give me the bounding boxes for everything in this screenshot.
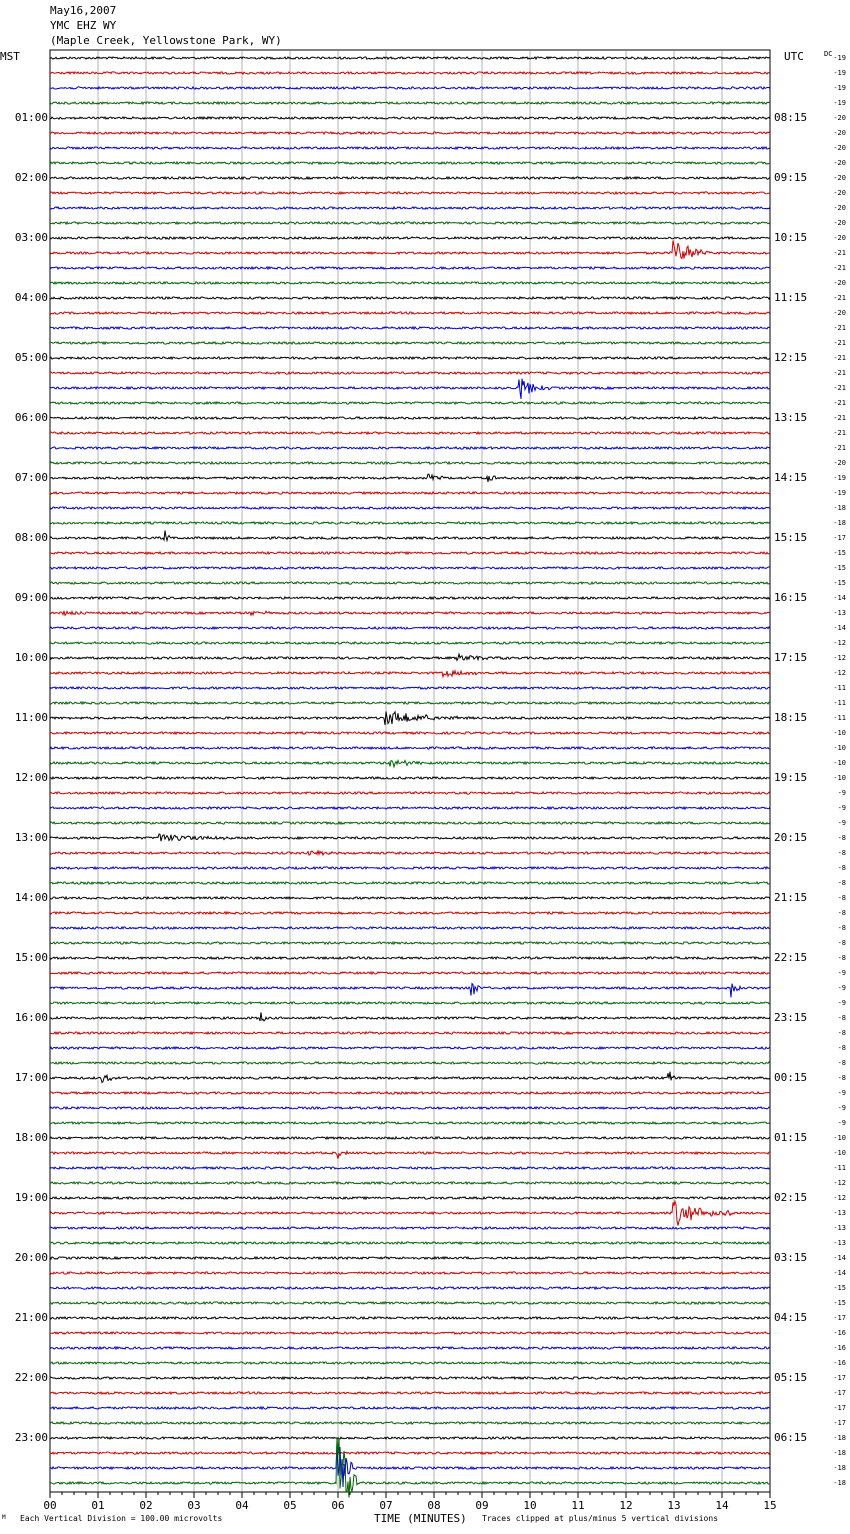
trace-row-81 (50, 1257, 770, 1259)
left-hour-label: 04:00 (14, 291, 48, 304)
dc-offset-label: -17 (833, 1314, 846, 1322)
trace-row-16 (50, 282, 770, 284)
trace-row-26 (50, 432, 770, 434)
left-hour-label: 01:00 (14, 111, 48, 124)
trace-row-40 (50, 642, 770, 644)
dc-offset-label: -13 (833, 609, 846, 617)
trace-row-52 (50, 822, 770, 824)
x-tick-label: 10 (523, 1499, 537, 1512)
dc-offset-label: -8 (837, 894, 846, 902)
plot-date: May16,2007 (50, 4, 117, 17)
left-hour-label: 03:00 (14, 231, 48, 244)
right-hour-label: 03:15 (774, 1251, 808, 1264)
left-hour-label: 16:00 (14, 1011, 48, 1024)
trace-row-56 (50, 882, 770, 884)
trace-row-67 (50, 1047, 770, 1049)
dc-offset-label: -20 (833, 309, 846, 317)
trace-row-51 (50, 807, 770, 809)
dc-offset-label: -12 (833, 654, 846, 662)
dc-offset-label: -18 (833, 504, 846, 512)
dc-offset-label: -12 (833, 669, 846, 677)
right-timezone-label: UTC (784, 50, 804, 63)
right-hour-label: 22:15 (774, 951, 808, 964)
dc-offset-label: -9 (837, 969, 846, 977)
trace-row-2 (50, 72, 770, 74)
trace-row-46 (50, 732, 770, 734)
trace-row-9 (50, 177, 770, 179)
dc-offset-label: -17 (833, 1374, 846, 1382)
x-tick-label: 05 (283, 1499, 297, 1512)
trace-row-11 (50, 207, 770, 209)
dc-offset-label: -9 (837, 1119, 846, 1127)
dc-offset-label: -14 (833, 594, 846, 602)
trace-row-82 (50, 1272, 770, 1274)
dc-offset-label: -8 (837, 879, 846, 887)
left-hour-label: 06:00 (14, 411, 48, 424)
right-hour-label: 14:15 (774, 471, 808, 484)
trace-row-71 (50, 1107, 770, 1109)
left-hour-label: 12:00 (14, 771, 48, 784)
trace-row-6 (50, 132, 770, 134)
dc-offset-label: -20 (833, 204, 846, 212)
x-tick-label: 14 (715, 1499, 729, 1512)
dc-offset-label: -19 (833, 54, 846, 62)
dc-offset-label: -18 (833, 1464, 846, 1472)
right-hour-label: 19:15 (774, 771, 808, 784)
right-hour-label: 21:15 (774, 891, 808, 904)
dc-offset-label: -10 (833, 729, 846, 737)
dc-offset-label: -8 (837, 909, 846, 917)
dc-offset-label: -13 (833, 1224, 846, 1232)
dc-offset-label: -21 (833, 324, 846, 332)
dc-offset-label: -21 (833, 414, 846, 422)
dc-offset-label: -19 (833, 99, 846, 107)
dc-offset-label: -20 (833, 234, 846, 242)
trace-row-32 (50, 522, 770, 524)
right-hour-label: 04:15 (774, 1311, 808, 1324)
x-tick-label: 06 (331, 1499, 345, 1512)
dc-offset-label: -8 (837, 834, 846, 842)
trace-row-85 (50, 1317, 770, 1319)
trace-row-61 (50, 957, 770, 959)
trace-row-70 (50, 1092, 770, 1094)
trace-row-90 (50, 1392, 770, 1394)
trace-row-69 (50, 1072, 770, 1083)
dc-offset-label: -9 (837, 984, 846, 992)
trace-row-38 (50, 611, 770, 615)
plot-frame (50, 50, 770, 1492)
x-tick-label: 03 (187, 1499, 201, 1512)
trace-row-80 (50, 1242, 770, 1244)
dc-offset-label: -18 (833, 1479, 846, 1487)
trace-row-53 (50, 834, 770, 841)
dc-offset-label: -12 (833, 1194, 846, 1202)
dc-offset-label: -9 (837, 804, 846, 812)
right-hour-label: 09:15 (774, 171, 808, 184)
left-hour-label: 15:00 (14, 951, 48, 964)
dc-offset-label: -8 (837, 939, 846, 947)
dc-offset-label: -8 (837, 849, 846, 857)
trace-row-49 (50, 777, 770, 779)
right-hour-label: 12:15 (774, 351, 808, 364)
trace-row-83 (50, 1287, 770, 1289)
trace-row-43 (50, 687, 770, 689)
dc-offset-label: -10 (833, 1149, 846, 1157)
dc-offset-label: -10 (833, 744, 846, 752)
trace-row-64 (50, 1002, 770, 1004)
trace-row-41 (50, 654, 770, 660)
trace-row-66 (50, 1032, 770, 1034)
dc-offset-label: -8 (837, 954, 846, 962)
dc-offset-label: -14 (833, 624, 846, 632)
left-hour-label: 07:00 (14, 471, 48, 484)
dc-offset-label: -17 (833, 534, 846, 542)
left-hour-label: 14:00 (14, 891, 48, 904)
dc-offset-label: -21 (833, 354, 846, 362)
left-hour-label: 08:00 (14, 531, 48, 544)
right-hour-label: 01:15 (774, 1131, 808, 1144)
dc-offset-label: -21 (833, 444, 846, 452)
trace-row-1 (50, 57, 770, 59)
dc-offset-label: -9 (837, 1089, 846, 1097)
x-tick-label: 02 (139, 1499, 153, 1512)
dc-offset-label: -18 (833, 1449, 846, 1457)
trace-row-55 (50, 867, 770, 869)
dc-offset-label: -10 (833, 759, 846, 767)
trace-row-68 (50, 1062, 770, 1064)
dc-offset-label: -10 (833, 1134, 846, 1142)
trace-row-34 (50, 552, 770, 554)
dc-offset-label: -17 (833, 1419, 846, 1427)
trace-row-54 (50, 850, 770, 855)
trace-row-79 (50, 1227, 770, 1229)
trace-row-21 (50, 357, 770, 359)
trace-row-84 (50, 1302, 770, 1304)
left-hour-label: 18:00 (14, 1131, 48, 1144)
dc-offset-label: -21 (833, 294, 846, 302)
trace-row-27 (50, 447, 770, 449)
trace-row-19 (50, 327, 770, 329)
trace-row-14 (50, 241, 770, 259)
dc-offset-label: -19 (833, 69, 846, 77)
left-hour-label: 11:00 (14, 711, 48, 724)
left-timezone-label: MST (0, 50, 20, 63)
dc-offset-label: -8 (837, 1014, 846, 1022)
dc-offset-label: -12 (833, 1179, 846, 1187)
trace-row-5 (50, 117, 770, 119)
dc-offset-label: -19 (833, 84, 846, 92)
x-tick-label: 15 (763, 1499, 777, 1512)
dc-offset-label: -15 (833, 579, 846, 587)
x-tick-label: 09 (475, 1499, 489, 1512)
dc-offset-label: -16 (833, 1344, 846, 1352)
dc-offset-label: -20 (833, 129, 846, 137)
dc-offset-label: -20 (833, 144, 846, 152)
trace-row-47 (50, 747, 770, 749)
right-hour-label: 13:15 (774, 411, 808, 424)
trace-row-86 (50, 1332, 770, 1334)
left-hour-label: 13:00 (14, 831, 48, 844)
trace-row-45 (50, 712, 770, 725)
dc-offset-label: -20 (833, 174, 846, 182)
trace-row-78 (50, 1201, 770, 1225)
trace-row-20 (50, 342, 770, 344)
trace-row-36 (50, 582, 770, 584)
trace-row-62 (50, 972, 770, 974)
dc-offset-label: -20 (833, 114, 846, 122)
dc-offset-label: -20 (833, 279, 846, 287)
trace-row-44 (50, 702, 770, 704)
dc-offset-label: -21 (833, 249, 846, 257)
left-hour-label: 23:00 (14, 1431, 48, 1444)
trace-row-18 (50, 312, 770, 314)
dc-offset-label: -8 (837, 1059, 846, 1067)
dc-offset-label: -21 (833, 399, 846, 407)
trace-row-92 (50, 1422, 770, 1424)
trace-row-24 (50, 402, 770, 404)
trace-row-77 (50, 1197, 770, 1199)
left-hour-label: 20:00 (14, 1251, 48, 1264)
trace-row-33 (50, 530, 770, 540)
left-hour-label: 10:00 (14, 651, 48, 664)
dc-offset-label: -21 (833, 384, 846, 392)
x-tick-label: 07 (379, 1499, 393, 1512)
right-hour-label: 08:15 (774, 111, 808, 124)
trace-row-25 (50, 417, 770, 419)
left-hour-label: 19:00 (14, 1191, 48, 1204)
trace-row-65 (50, 1012, 770, 1021)
trace-row-37 (50, 597, 770, 599)
clip-note: Traces clipped at plus/minus 5 vertical divisions (482, 1514, 719, 1523)
dc-offset-label: -20 (833, 159, 846, 167)
left-hour-label: 17:00 (14, 1071, 48, 1084)
trace-row-94 (50, 1452, 770, 1454)
trace-row-3 (50, 87, 770, 89)
x-tick-label: 13 (667, 1499, 681, 1512)
left-hour-label: 21:00 (14, 1311, 48, 1324)
dc-offset-label: -13 (833, 1209, 846, 1217)
right-hour-label: 23:15 (774, 1011, 808, 1024)
dc-offset-label: -11 (833, 1164, 846, 1172)
dc-offset-label: -15 (833, 564, 846, 572)
dc-offset-label: -21 (833, 429, 846, 437)
right-hour-label: 10:15 (774, 231, 808, 244)
x-tick-label: 04 (235, 1499, 249, 1512)
dc-offset-label: -10 (833, 774, 846, 782)
left-hour-label: 05:00 (14, 351, 48, 364)
trace-row-87 (50, 1347, 770, 1349)
x-tick-label: 01 (91, 1499, 105, 1512)
right-hour-label: 11:15 (774, 291, 808, 304)
trace-row-29 (50, 474, 770, 482)
dc-offset-label: -15 (833, 1299, 846, 1307)
trace-row-50 (50, 792, 770, 794)
trace-row-28 (50, 462, 770, 464)
trace-row-22 (50, 372, 770, 374)
right-hour-label: 18:15 (774, 711, 808, 724)
dc-offset-label: -9 (837, 1104, 846, 1112)
trace-row-89 (50, 1377, 770, 1379)
x-tick-label: 08 (427, 1499, 441, 1512)
dc-offset-label: -19 (833, 474, 846, 482)
right-hour-label: 02:15 (774, 1191, 808, 1204)
scale-note: Each Vertical Division = 100.00 microvolts (20, 1514, 223, 1523)
dc-offset-label: -8 (837, 1074, 846, 1082)
x-tick-label: 00 (43, 1499, 57, 1512)
dc-offset-label: -8 (837, 1029, 846, 1037)
trace-row-12 (50, 222, 770, 224)
dc-offset-label: -18 (833, 1434, 846, 1442)
dc-offset-label: -16 (833, 1359, 846, 1367)
dc-offset-label: -15 (833, 1284, 846, 1292)
trace-row-76 (50, 1182, 770, 1184)
x-axis-title: TIME (MINUTES) (374, 1512, 467, 1525)
trace-row-74 (50, 1151, 770, 1159)
right-hour-label: 17:15 (774, 651, 808, 664)
dc-offset-label: -8 (837, 924, 846, 932)
left-hour-label: 22:00 (14, 1371, 48, 1384)
dc-offset-label: -13 (833, 1239, 846, 1247)
dc-offset-label: -16 (833, 1329, 846, 1337)
trace-row-58 (50, 912, 770, 914)
trace-row-10 (50, 192, 770, 194)
trace-row-72 (50, 1122, 770, 1124)
dc-offset-label: -20 (833, 189, 846, 197)
dc-offset-label: -14 (833, 1269, 846, 1277)
trace-row-91 (50, 1407, 770, 1409)
dc-offset-label: -15 (833, 549, 846, 557)
trace-row-88 (50, 1362, 770, 1364)
dc-offset-label: -8 (837, 864, 846, 872)
dc-offset-label: -9 (837, 819, 846, 827)
dc-offset-label: -19 (833, 489, 846, 497)
dc-offset-label: -14 (833, 1254, 846, 1262)
trace-row-13 (50, 237, 770, 239)
dc-offset-label: -11 (833, 684, 846, 692)
station-code: YMC EHZ WY (50, 19, 117, 32)
dc-offset-label: -9 (837, 789, 846, 797)
trace-row-57 (50, 897, 770, 899)
trace-row-31 (50, 507, 770, 509)
dc-offset-label: -21 (833, 369, 846, 377)
dc-offset-label: -9 (837, 999, 846, 1007)
trace-row-63 (50, 984, 770, 998)
trace-row-7 (50, 147, 770, 149)
dc-offset-label: -11 (833, 699, 846, 707)
dc-offset-label: -21 (833, 339, 846, 347)
trace-row-48 (50, 760, 770, 766)
trace-row-17 (50, 297, 770, 299)
trace-row-42 (50, 671, 770, 677)
station-location: (Maple Creek, Yellowstone Park, WY) (50, 34, 282, 47)
dc-offset-label: -21 (833, 264, 846, 272)
trace-row-95 (50, 1441, 770, 1487)
trace-row-4 (50, 102, 770, 104)
dc-offset-label: -8 (837, 1044, 846, 1052)
trace-row-35 (50, 567, 770, 569)
dc-offset-label: -20 (833, 459, 846, 467)
right-hour-label: 05:15 (774, 1371, 808, 1384)
x-tick-label: 12 (619, 1499, 633, 1512)
trace-row-30 (50, 492, 770, 494)
x-tick-label: 11 (571, 1499, 585, 1512)
trace-row-75 (50, 1167, 770, 1169)
right-hour-label: 06:15 (774, 1431, 808, 1444)
trace-row-59 (50, 927, 770, 929)
dc-offset-label: -20 (833, 219, 846, 227)
trace-row-73 (50, 1137, 770, 1139)
trace-row-23 (50, 379, 770, 399)
trace-row-39 (50, 627, 770, 629)
right-hour-label: 15:15 (774, 531, 808, 544)
left-hour-label: 09:00 (14, 591, 48, 604)
trace-row-15 (50, 267, 770, 269)
trace-row-93 (50, 1437, 770, 1439)
dc-offset-header: DC (824, 50, 833, 58)
dc-offset-label: -17 (833, 1404, 846, 1412)
dc-offset-label: -17 (833, 1389, 846, 1397)
dc-offset-label: -12 (833, 639, 846, 647)
trace-row-8 (50, 162, 770, 164)
dc-offset-label: -18 (833, 519, 846, 527)
right-hour-label: 00:15 (774, 1071, 808, 1084)
right-hour-label: 16:15 (774, 591, 808, 604)
trace-row-60 (50, 942, 770, 944)
corner-mark: M (2, 1514, 6, 1521)
right-hour-label: 20:15 (774, 831, 808, 844)
dc-offset-label: -11 (833, 714, 846, 722)
left-hour-label: 02:00 (14, 171, 48, 184)
